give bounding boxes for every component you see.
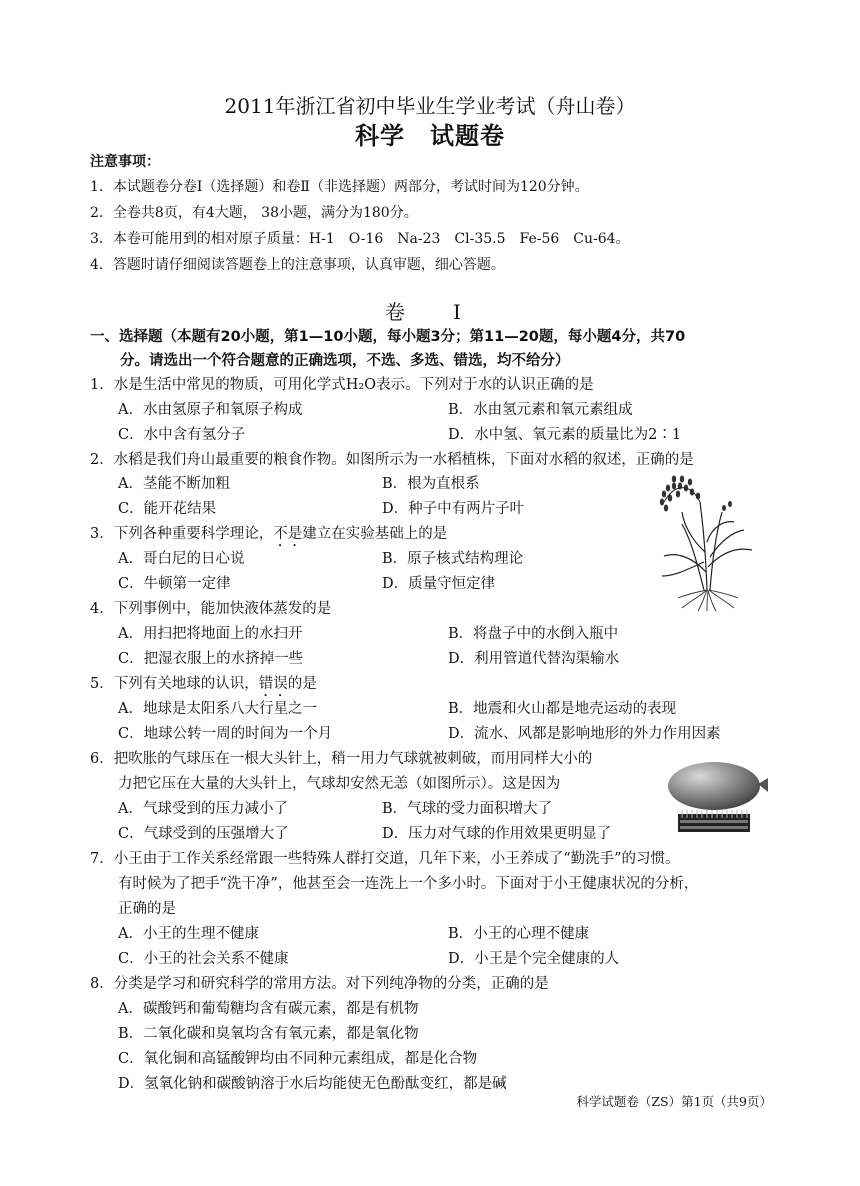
question-stem: 8．分类是学习和研究科学的常用方法。对下列纯净物的分类，正确的是 [90,976,549,992]
note-item: 2．全卷共8页，有4大题， 38小题，满分为180分。 [90,205,418,221]
option-d: D．质量守恒定律 [382,576,496,592]
question-stem: 7．小王由于工作关系经常跟一些特殊人群打交道，几年下来，小王养成了“勤洗手”的习惯。 [90,851,680,867]
question-stem: 3．下列各种重要科学理论，不是建立在实验基础上的是 [90,526,448,542]
option-a: A．水由氢原子和氧原子构成 [118,402,303,418]
question-stem: 5．下列有关地球的认识，错误的是 [90,676,317,692]
exam-title: 2011年浙江省初中毕业生学业考试（舟山卷） [224,94,636,118]
option-c: C．牛顿第一定律 [118,576,231,592]
option-d: D．流水、风都是影响地形的外力作用因素 [448,726,721,742]
option-a: A．地球是太阳系八大行星之一 [118,701,317,717]
question-stem-cont: 有时候为了把手“洗干净”，他甚至会一连洗上一个多小时。下面对于小王健康状况的分析， [118,876,699,892]
option-b: B．小王的心理不健康 [448,926,590,942]
option-b: B．根为直根系 [382,476,480,492]
balloon-on-pins-illustration [664,756,776,838]
question-stem-cont: 正确的是 [118,901,176,917]
option-d: D．水中氢、氧元素的质量比为2∶1 [448,427,682,443]
option-c: C．把湿衣服上的水挤掉一些 [118,651,304,667]
section-heading-cont: 分。请选出一个符合题意的正确选项，不选、多选、错选，均不给分） [120,353,570,369]
option-d: D．种子中有两片子叶 [382,501,525,517]
question-stem: 6．把吹胀的气球压在一根大头针上，稍一用力气球就被刺破，而用同样大小的 [90,751,593,767]
option-d: D．利用管道代替沟渠输水 [448,651,620,667]
notes-heading: 注意事项： [90,154,160,170]
note-item: 4．答题时请仔细阅读答题卷上的注意事项，认真审题，细心答题。 [90,257,505,273]
note-item: 1．本试题卷分卷Ⅰ（选择题）和卷Ⅱ（非选择题）两部分，考试时间为120分钟。 [90,179,589,195]
emphasis-text: 不是 [273,526,303,542]
option-d: D．压力对气球的作用效果更明显了 [382,826,612,842]
rice-plant-illustration [652,472,762,612]
option-a: A．小王的生理不健康 [118,926,259,942]
option-b: B．地震和火山都是地壳运动的表现 [448,701,677,717]
option-c: C．能开花结果 [118,501,217,517]
option-b: B．气球的受力面积增大了 [382,801,553,817]
page-footer: 科学试题卷（ZS）第1页（共9页） [576,1094,772,1109]
option-d: D．氢氧化钠和碳酸钠溶于水后均能使无色酚酞变红，都是碱 [118,1076,507,1092]
option-b: B．水由氢元素和氧元素组成 [448,402,633,418]
question-stem: 1．水是生活中常见的物质，可用化学式H₂O表示。下列对于水的认识正确的是 [90,377,594,393]
option-c: C．小王的社会关系不健康 [118,951,289,967]
option-c: C．水中含有氢分子 [118,427,246,443]
option-a: A．茎能不断加粗 [118,476,230,492]
question-stem: 2．水稻是我们舟山最重要的粮食作物。如图所示为一水稻植株，下面对水稻的叙述，正确的是 [90,452,694,468]
option-a: A．哥白尼的日心说 [118,551,245,567]
option-a: A．碳酸钙和葡萄糖均含有碳元素，都是有机物 [118,1001,419,1017]
note-item: 3．本卷可能用到的相对原子质量：H-1 O-16 Na-23 Cl-35.5 Fe-56 Cu-64。 [90,231,630,247]
question-stem: 4．下列事例中，能加快液体蒸发的是 [90,601,332,617]
option-b: B．将盘子中的水倒入瓶中 [448,626,619,642]
volume-title: 卷 Ⅰ [385,300,475,324]
option-a: A．气球受到的压力减小了 [118,801,288,817]
question-stem-cont: 力把它压在大量的大头针上，气球却安然无恙（如图所示）。这是因为 [118,776,561,792]
section-heading: 一、选择题（本题有20小题，第1—10小题，每小题3分；第11—20题，每小题4分，共70 [90,329,686,345]
exam-subtitle: 科学 试题卷 [355,122,505,150]
option-d: D．小王是个完全健康的人 [448,951,620,967]
option-c: C．氧化铜和高锰酸钾均由不同种元素组成，都是化合物 [118,1051,478,1067]
option-c: C．气球受到的压强增大了 [118,826,289,842]
option-c: C．地球公转一周的时间为一个月 [118,726,333,742]
emphasis-text: 错误 [258,676,288,692]
option-b: B．二氧化碳和臭氧均含有氧元素，都是氧化物 [118,1026,419,1042]
option-a: A．用扫把将地面上的水扫开 [118,626,303,642]
option-b: B．原子核式结构理论 [382,551,524,567]
